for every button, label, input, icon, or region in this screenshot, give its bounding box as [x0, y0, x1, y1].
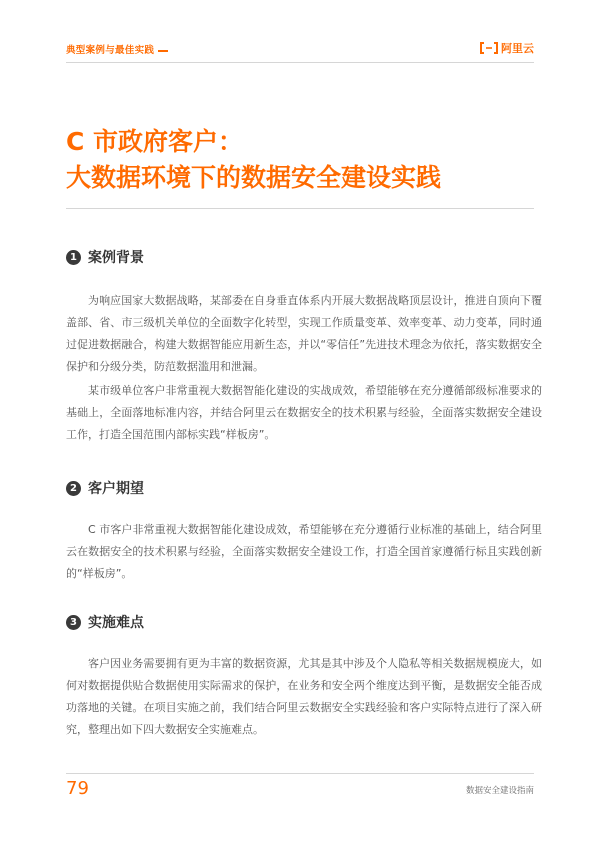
- footer-divider: [66, 773, 534, 774]
- title-divider: [66, 208, 534, 209]
- section-heading-background: [66, 247, 144, 267]
- section-heading-expectation: [66, 478, 144, 498]
- section-title: 案例背景: [88, 250, 144, 266]
- section-title: 实施难点: [88, 615, 144, 631]
- page-title-line-1: C 市政府客户：: [66, 127, 244, 156]
- header-divider: [66, 62, 534, 63]
- alibaba-cloud-logo: [479, 40, 534, 56]
- page-title-line-2: 大数据环境下的数据安全建设实践: [66, 163, 442, 192]
- section-number-badge: 3: [66, 615, 81, 630]
- header-section-label: 典型案例与最佳实践: [66, 42, 168, 56]
- header-accent-mark: [158, 50, 168, 52]
- section-paragraph: 客户因业务需要拥有更为丰富的数据资源，尤其是其中涉及个人隐私等相关数据规模庞大，如何对数据提供贴合数据使用实际需求的保护，在业务和安全两个维度达到平衡，是数据安全能否成功落地的关键。在项目实施之前，我们结合阿里云数据安全实践经验和客户实际特点进行了深入研究，整理出如下四大数据安全实施难点。: [66, 657, 542, 736]
- section-heading-difficulties: [66, 612, 144, 632]
- section-title: 客户期望: [88, 481, 144, 497]
- footer-document-title: 数据安全建设指南: [465, 786, 534, 796]
- section-number-badge: 2: [66, 481, 81, 496]
- page-title: [66, 124, 536, 196]
- brand-name: 阿里云: [501, 42, 534, 55]
- alibaba-cloud-logo-icon: [479, 42, 499, 54]
- section-paragraph: 某市级单位客户非常重视大数据智能化建设的实战成效，希望能够在充分遵循部级标准要求的基础上，全面落地标准内容，并结合阿里云在数据安全的技术积累与经验，全面落实数据安全建设工作，打造全国范围内部标实践“样板房”。: [66, 384, 542, 441]
- page-header: [66, 40, 534, 60]
- section-paragraph: 为响应国家大数据战略，某部委在自身垂直体系内开展大数据战略顶层设计，推进自顶向下覆盖部、省、市三级机关单位的全面数字化转型，实现工作质量变革、效率变革、动力变革，同时通过促进数据融合，构建大数据智能应用新生态，并以“零信任”先进技术理念为依托，落实数据安全保护和分级分类，防范数据滥用和泄漏。: [66, 294, 542, 373]
- section-paragraph: C 市客户非常重视大数据智能化建设成效，希望能够在充分遵循行业标准的基础上，结合阿里云在数据安全的技术积累与经验，全面落实数据安全建设工作，打造全国首家遵循行标且实践创新的“样板房”。: [66, 523, 542, 580]
- section-number-badge: 1: [66, 250, 81, 265]
- page-number: 79: [66, 778, 89, 799]
